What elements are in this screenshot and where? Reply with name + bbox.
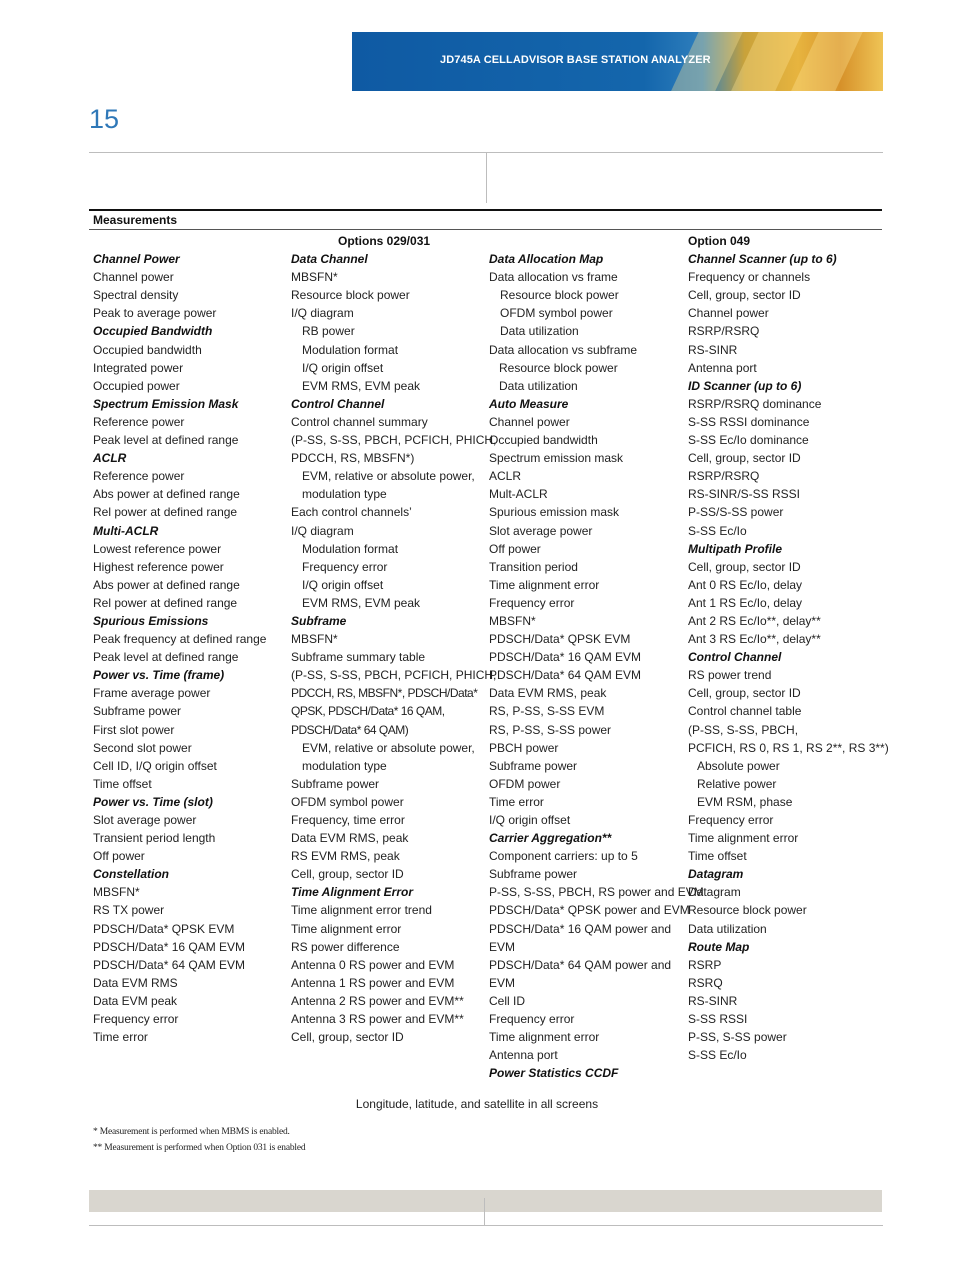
measurement-item: Modulation format (302, 342, 399, 357)
measurement-item: Rel power at defined range (93, 505, 238, 520)
section-title: Measurements (93, 213, 178, 227)
option-heading: Option 049 (688, 234, 751, 248)
page-number: 15 (89, 104, 120, 134)
measurement-item: Abs power at defined range (93, 577, 240, 592)
measurement-item: Cell ID, I/Q origin offset (93, 758, 217, 773)
measurement-item: RS TX power (93, 903, 165, 918)
measurement-item: Reference power (93, 414, 185, 429)
measurement-item: P-SS/S-SS power (688, 505, 784, 520)
measurement-item: Antenna port (489, 1048, 558, 1063)
measurement-item: PDSCH/Data* QPSK power and EVM (489, 903, 690, 918)
measurement-item: First slot power (93, 722, 175, 737)
measurement-item: Cell, group, sector ID (688, 686, 801, 701)
footer-bar (89, 1190, 882, 1212)
measurement-item: Rel power at defined range (93, 595, 238, 610)
measurement-group-heading: Channel Scanner (up to 6) (688, 252, 837, 267)
measurement-item: PDSCH/Data* 64 QAM EVM (93, 957, 246, 972)
measurement-item: RS power difference (291, 939, 400, 954)
measurement-item: Occupied bandwidth (93, 342, 202, 357)
measurement-item: PDSCH/Data* 64 QAM) (291, 722, 409, 737)
measurement-item: Datagram (688, 885, 741, 900)
measurement-item: PDCCH, RS, MBSFN*, PDSCH/Data* (291, 686, 478, 701)
measurement-group-heading: Constellation (93, 867, 170, 882)
measurement-group-heading: Time Alignment Error (291, 885, 414, 900)
option-heading (93, 232, 289, 250)
measurement-item: Data utilization (500, 324, 579, 339)
measurement-item: Time error (93, 1030, 148, 1045)
measurement-item: EVM, relative or absolute power, (302, 469, 475, 484)
option-heading (489, 232, 685, 250)
measurement-item: OFDM power (489, 776, 561, 791)
measurement-item: S-SS RSSI (688, 1012, 748, 1027)
measurement-item: PDSCH/Data* 16 QAM EVM (93, 939, 246, 954)
measurement-item: Frequency error (489, 595, 575, 610)
measurement-item: Time alignment error (489, 1030, 600, 1045)
measurement-item: Data utilization (688, 921, 767, 936)
measurement-item: MBSFN* (93, 885, 140, 900)
header-banner (352, 32, 883, 91)
measurement-item: I/Q diagram (291, 523, 354, 538)
measurement-item: (P-SS, S-SS, PBCH, PCFICH, PHICH, (291, 668, 497, 683)
measurement-item: Antenna 1 RS power and EVM (291, 975, 455, 990)
measurement-group-heading: Spectrum Emission Mask (93, 396, 239, 411)
footer-rule (89, 1225, 883, 1226)
measurement-group-heading: Datagram (688, 867, 744, 882)
measurement-item: S-SS Ec/Io (688, 1048, 747, 1063)
measurement-item: RS-SINR/S-SS RSSI (688, 487, 801, 502)
measurement-item: EVM RMS, EVM peak (302, 378, 421, 393)
footnote-option-031: ** Measurement is performed when Option 031 is enabled (93, 1143, 306, 1153)
measurement-item: EVM RSM, phase (697, 794, 793, 809)
measurement-item: modulation type (302, 758, 387, 773)
measurement-item: EVM (489, 939, 516, 954)
measurement-item: Reference power (93, 469, 185, 484)
measurement-item: PCFICH, RS 0, RS 1, RS 2**, RS 3**) (688, 740, 889, 755)
measurement-group-heading: Occupied Bandwidth (93, 324, 213, 339)
top-column-divider (486, 153, 487, 203)
measurement-group-heading: Subframe (291, 613, 347, 628)
measurement-item: Cell, group, sector ID (291, 1030, 404, 1045)
measurement-group-heading: Power vs. Time (frame) (93, 668, 225, 683)
measurement-item: MBSFN* (291, 632, 338, 647)
measurement-group-heading: Route Map (688, 939, 750, 954)
measurement-item: Cell, group, sector ID (688, 451, 801, 466)
measurement-item: Component carriers: up to 5 (489, 849, 638, 864)
measurement-item: Second slot power (93, 740, 192, 755)
measurement-item: S-SS RSSI dominance (688, 414, 810, 429)
measurement-item: QPSK, PDSCH/Data* 16 QAM, (291, 704, 445, 719)
measurement-item: Data EVM peak (93, 993, 178, 1008)
measurement-item: Slot average power (93, 813, 197, 827)
measurement-item: PDSCH/Data* 64 QAM EVM (489, 668, 642, 683)
measurement-item: Antenna port (688, 360, 757, 375)
measurement-item: S-SS Ec/Io dominance (688, 433, 809, 448)
measurement-item: Subframe power (489, 758, 578, 773)
measurement-item: Time alignment error (489, 577, 600, 592)
measurement-item: Data EVM RMS (93, 975, 178, 990)
measurement-item: Subframe power (291, 776, 380, 791)
measurement-item: Abs power at defined range (93, 487, 240, 502)
measurement-item: Antenna 0 RS power and EVM (291, 957, 455, 972)
measurement-item: Antenna 2 RS power and EVM** (291, 993, 464, 1008)
measurement-item: Transition period (489, 559, 578, 574)
measurement-item: Frequency error (93, 1012, 179, 1027)
measurement-item: Absolute power (697, 758, 780, 773)
measurement-item: RB power (302, 324, 355, 339)
measurement-group-heading: Multipath Profile (688, 541, 782, 556)
measurement-item: RSRP (688, 957, 722, 972)
measurement-item: Subframe power (93, 704, 182, 719)
measurement-item: Channel power (688, 306, 769, 321)
measurement-group-heading: Control Channel (688, 650, 782, 665)
measurement-item: PDSCH/Data* QPSK EVM (489, 632, 631, 647)
measurement-group-heading: Carrier Aggregation** (489, 831, 612, 846)
measurement-item: Off power (93, 849, 145, 864)
measurement-item: Peak frequency at defined range (93, 632, 267, 647)
footnote-mbms: * Measurement is performed when MBMS is enabled. (93, 1127, 290, 1137)
measurement-item: Modulation format (302, 541, 399, 556)
measurement-item: Subframe power (489, 867, 578, 882)
measurement-item: RS power trend (688, 668, 772, 683)
measurement-item: RSRQ (688, 975, 723, 990)
measurement-item: Cell, group, sector ID (688, 288, 801, 303)
measurement-item: Cell, group, sector ID (291, 867, 404, 882)
measurement-item: PDSCH/Data* 64 QAM power and (489, 957, 672, 972)
measurement-item: Resource block power (499, 360, 618, 375)
measurement-item: Occupied power (93, 378, 180, 393)
section-subrule (89, 229, 882, 230)
measurement-item: Time alignment error (291, 921, 402, 936)
measurement-item: Control channel summary (291, 414, 428, 429)
measurement-item: RS-SINR (688, 993, 738, 1008)
measurement-item: Ant 0 RS Ec/Io, delay (688, 577, 803, 592)
measurement-item: Time alignment error trend (291, 903, 432, 918)
measurement-item: Mult-ACLR (489, 487, 548, 502)
measurement-group-heading: Spurious Emissions (93, 613, 209, 628)
measurement-group-heading: ID Scanner (up to 6) (688, 378, 802, 393)
document-title: JD745A CELLADVISOR BASE STATION ANALYZER (440, 54, 711, 66)
measurement-group-heading: Channel Power (93, 252, 180, 267)
measurement-item: EVM RMS, EVM peak (302, 595, 421, 610)
measurement-item: Antenna 3 RS power and EVM** (291, 1012, 464, 1027)
measurement-item: Lowest reference power (93, 541, 222, 556)
section-rule (89, 209, 882, 211)
measurement-item: Data EVM RMS, peak (489, 686, 607, 701)
measurement-item: PDCCH, RS, MBSFN*) (291, 451, 415, 466)
measurement-item: (P-SS, S-SS, PBCH, (688, 722, 799, 737)
measurement-item: Spurious emission mask (489, 505, 620, 520)
measurement-item: Time alignment error (688, 831, 799, 846)
measurement-item: Slot average power (489, 523, 593, 538)
measurement-item: OFDM symbol power (291, 794, 404, 809)
measurement-item: RSRP/RSRQ (688, 469, 760, 484)
measurement-item: Integrated power (93, 360, 184, 375)
measurement-item: I/Q diagram (291, 306, 354, 321)
measurement-item: MBSFN* (291, 270, 338, 285)
measurement-item: I/Q origin offset (302, 360, 384, 375)
measurement-item: Frequency error (489, 1012, 575, 1027)
measurement-item: RS EVM RMS, peak (291, 849, 400, 864)
measurement-item: Time offset (688, 849, 747, 864)
measurement-item: Frequency error (302, 559, 388, 574)
measurement-group-heading: Data Channel (291, 252, 368, 267)
measurement-item: RSRP/RSRQ (688, 324, 760, 339)
measurement-item: Cell, group, sector ID (688, 559, 801, 574)
measurement-item: Time offset (93, 776, 152, 791)
option-heading: Options 029/031 (338, 234, 431, 248)
measurement-group-heading: Data Allocation Map (489, 252, 604, 267)
measurement-item: Data EVM RMS, peak (291, 831, 409, 846)
measurement-item: P-SS, S-SS power (688, 1030, 787, 1045)
measurement-item: PBCH power (489, 740, 559, 755)
measurement-item: RS-SINR (688, 342, 738, 357)
measurement-item: P-SS, S-SS, PBCH, RS power and EVM (489, 885, 704, 900)
measurement-item: Highest reference power (93, 559, 224, 574)
measurement-item: Frequency, time error (291, 813, 405, 827)
measurement-item: Resource block power (688, 903, 807, 918)
measurement-item: Frequency error (688, 813, 774, 827)
measurement-item: S-SS Ec/Io (688, 523, 747, 538)
measurements-column-3 (489, 232, 704, 1082)
measurement-item: PDSCH/Data* QPSK EVM (93, 921, 235, 936)
measurement-item: RS, P-SS, S-SS EVM (489, 704, 605, 719)
screens-note: Longitude, latitude, and satellite in all screens (355, 1097, 599, 1111)
measurement-item: modulation type (302, 487, 387, 502)
measurement-item: Time error (489, 794, 544, 809)
measurement-item: Peak to average power (93, 306, 217, 321)
measurement-group-heading: Auto Measure (489, 396, 569, 411)
measurement-group-heading: Multi-ACLR (93, 523, 159, 538)
measurement-item: EVM, relative or absolute power, (302, 740, 475, 755)
measurements-column-4 (688, 232, 889, 1064)
measurement-item: Channel power (489, 414, 570, 429)
measurement-item: Relative power (697, 776, 777, 791)
measurement-item: Ant 3 RS Ec/Io**, delay** (688, 632, 821, 647)
measurement-item: Data allocation vs frame (489, 270, 618, 285)
measurement-item: Occupied bandwidth (489, 433, 598, 448)
measurement-item: PDSCH/Data* 16 QAM EVM (489, 650, 642, 665)
footer-column-divider (484, 1198, 485, 1225)
measurement-item: Ant 1 RS Ec/Io, delay (688, 595, 803, 610)
measurement-item: Subframe summary table (291, 650, 426, 665)
measurement-item: Resource block power (291, 288, 410, 303)
measurement-item: Resource block power (500, 288, 619, 303)
measurement-item: (P-SS, S-SS, PBCH, PCFICH, PHICH, (291, 433, 497, 448)
measurement-item: Data allocation vs subframe (489, 342, 638, 357)
measurement-item: Each control channels’ (291, 505, 412, 520)
measurements-column-1 (93, 232, 289, 1046)
measurement-item: Off power (489, 541, 541, 556)
measurement-item: PDSCH/Data* 16 QAM power and (489, 921, 672, 936)
measurement-item: Transient period length (93, 831, 216, 846)
measurement-item: Frame average power (93, 686, 211, 701)
measurement-item: Spectrum emission mask (489, 451, 624, 466)
measurement-item: RS, P-SS, S-SS power (489, 722, 612, 737)
measurement-item: Frequency or channels (688, 270, 811, 285)
measurement-group-heading: Power Statistics CCDF (489, 1066, 619, 1081)
measurement-item: ACLR (489, 469, 522, 484)
measurement-group-heading: Power vs. Time (slot) (93, 794, 213, 809)
measurement-item: Cell ID (489, 993, 526, 1008)
measurement-item: Peak level at defined range (93, 650, 239, 665)
measurement-item: I/Q origin offset (302, 577, 384, 592)
measurement-group-heading: ACLR (93, 451, 127, 466)
measurement-item: EVM (489, 975, 516, 990)
measurement-item: Spectral density (93, 288, 179, 303)
measurement-item: Peak level at defined range (93, 433, 239, 448)
measurement-item: OFDM symbol power (500, 306, 613, 321)
measurement-item: I/Q origin offset (489, 813, 571, 827)
measurement-item: Ant 2 RS Ec/Io**, delay** (688, 613, 821, 628)
measurement-item: Control channel table (688, 704, 802, 719)
measurement-item: RSRP/RSRQ dominance (688, 396, 822, 411)
measurement-item: Data utilization (499, 378, 578, 393)
measurement-item: Channel power (93, 270, 174, 285)
measurement-group-heading: Control Channel (291, 396, 385, 411)
measurements-column-2 (291, 232, 497, 1046)
measurement-item: MBSFN* (489, 613, 536, 628)
